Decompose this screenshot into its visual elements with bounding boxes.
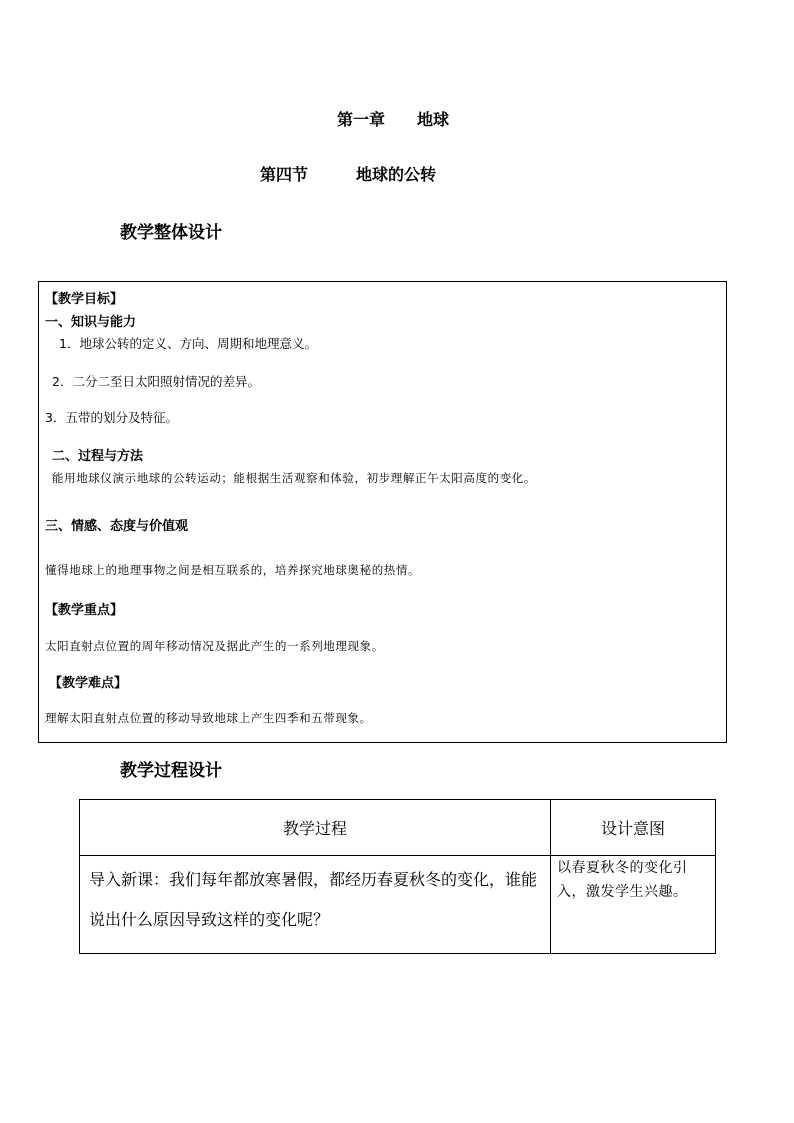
process-text: 导入新课：我们每年都放寒暑假，都经历春夏秋冬的变化，谁能说出什么原因导致这样的变化呢？ [89, 870, 538, 929]
knowledge-item-2: 2．二分二至日太阳照射情况的差异。 [52, 374, 260, 389]
table-row [80, 856, 716, 954]
difficulty-text: 理解太阳直射点位置的移动导致地球上产生四季和五带现象。 [45, 711, 372, 725]
intent-text: 以春夏秋冬的变化引入，激发学生兴趣。 [557, 860, 688, 900]
teaching-goals-box [38, 281, 727, 743]
process-design-heading: 教学过程设计 [120, 761, 222, 781]
goals-title: 【教学目标】 [45, 292, 124, 307]
overall-design-heading: 教学整体设计 [120, 223, 222, 243]
attitude-text: 懂得地球上的地理事物之间是相互联系的，培养探究地球奥秘的热情。 [45, 563, 421, 577]
chapter-name: 地球 [417, 110, 450, 129]
chapter-title [337, 107, 449, 130]
knowledge-heading: 一、知识与能力 [45, 315, 137, 330]
section-number: 第四节 [260, 165, 309, 184]
method-heading: 二、过程与方法 [52, 449, 144, 464]
attitude-heading: 三、情感、态度与价值观 [45, 519, 189, 534]
key-text: 太阳直射点位置的周年移动情况及据此产生的一系列地理现象。 [45, 639, 384, 653]
process-cell [80, 856, 551, 954]
chapter-number: 第一章 [337, 110, 386, 129]
header-intent: 设计意图 [551, 800, 716, 856]
key-heading: 【教学重点】 [45, 603, 124, 618]
difficulty-heading: 【教学难点】 [49, 676, 128, 691]
section-name: 地球的公转 [356, 165, 437, 184]
intent-cell [551, 856, 716, 954]
method-text: 能用地球仪演示地球的公转运动；能根据生活观察和体验，初步理解正午太阳高度的变化。 [52, 471, 536, 485]
teaching-process-table [79, 799, 716, 954]
knowledge-item-1: 1．地球公转的定义、方向、周期和地理意义。 [59, 336, 317, 351]
knowledge-item-3: 3．五带的划分及特征。 [45, 410, 178, 425]
section-title [260, 162, 436, 185]
table-header-row [80, 800, 716, 856]
header-process: 教学过程 [80, 800, 551, 856]
